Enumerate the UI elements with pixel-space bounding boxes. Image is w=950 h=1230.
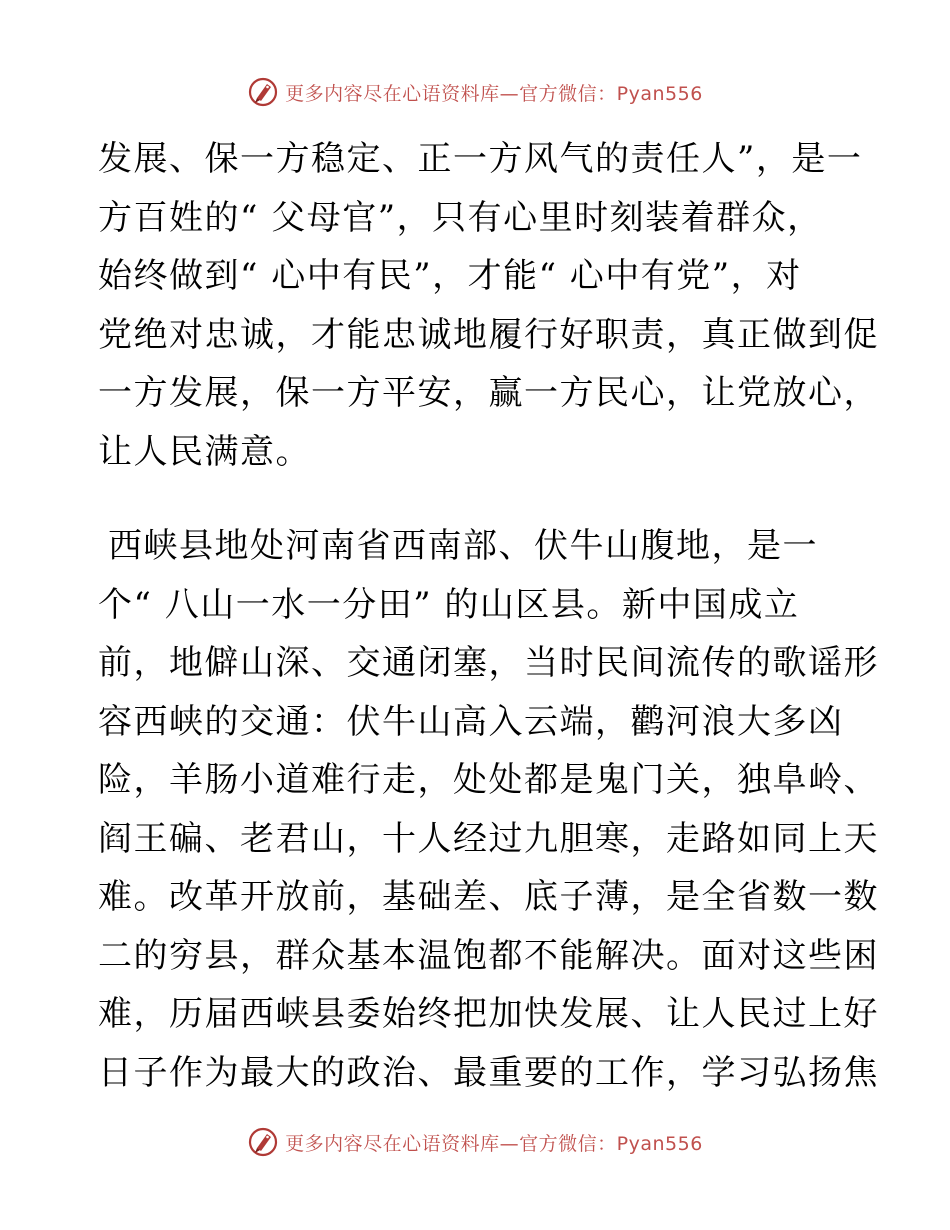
text-line: 难。改革开放前，基础差、底子薄，是全省数一数 [98, 877, 879, 917]
text-line: 二的穷县，群众基本温饱都不能解决。面对这些困 [98, 935, 879, 976]
text-line: 党绝对忠诚，才能忠诚地履行好职责，真正做到促 [98, 314, 879, 355]
text-line: 个“ 八山一水一分田” 的山区县。新中国成立 [98, 584, 800, 625]
pen-nib-circle-icon [247, 76, 279, 108]
watermark-text: 更多内容尽在心语资料库—官方微信：Pyan556 [285, 1132, 703, 1155]
text-line: 始终做到“ 心中有民”，才能“ 心中有党”，对 [98, 256, 802, 296]
text-line: 难，历届西峡县委始终把加快发展、让人民过上好 [98, 994, 879, 1034]
paragraph-2 [98, 517, 879, 1102]
text-line: 西峡县地处河南省西南部、伏牛山腹地，是一 [108, 526, 818, 566]
text-line: 日子作为最大的政治、最重要的工作，学习弘扬焦 [98, 1052, 879, 1093]
text-line: 让人民满意。 [98, 431, 311, 472]
document-body [98, 130, 879, 1102]
paragraph-gap [98, 481, 858, 517]
paragraph-1 [98, 130, 879, 481]
text-line: 发展、保一方稳定、正一方风气的责任人”，是一 [98, 139, 863, 179]
text-line: 前，地僻山深、交通闭塞，当时民间流传的歌谣形 [98, 643, 879, 683]
header-watermark [0, 72, 950, 112]
text-line: 险，羊肠小道难行走，处处都是鬼门关，独阜岭、 [98, 760, 879, 800]
pen-nib-circle-icon [247, 1126, 279, 1158]
text-line: 容西峡的交通：伏牛山高入云端，鹳河浪大多凶 [98, 701, 844, 742]
text-line: 一方发展，保一方平安，赢一方民心，让党放心， [98, 373, 879, 413]
footer-watermark [0, 1122, 950, 1162]
watermark-text: 更多内容尽在心语资料库—官方微信：Pyan556 [285, 82, 703, 105]
text-line: 方百姓的“ 父母官”，只有心里时刻装着群众， [98, 197, 823, 238]
text-line: 阎王碥、老君山，十人经过九胆寒，走路如同上天 [98, 818, 879, 859]
